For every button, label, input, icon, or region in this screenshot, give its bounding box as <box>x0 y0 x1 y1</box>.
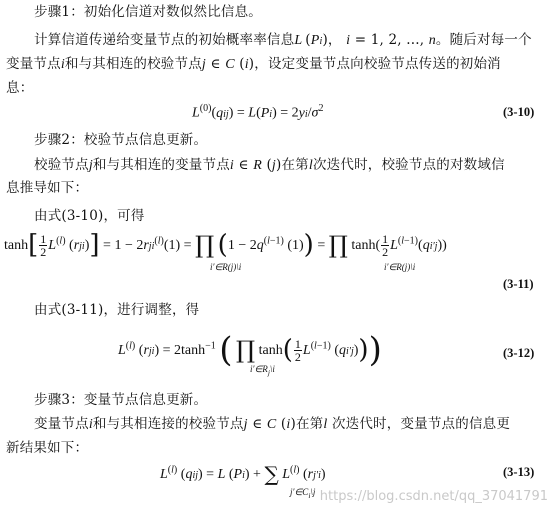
equation-number-3-13: (3-13) <box>503 465 535 479</box>
paragraph-1-line-3: 息： <box>6 80 34 96</box>
equation-number-3-11: (3-11) <box>503 277 534 291</box>
paragraph-3-line-2: 新结果如下： <box>6 440 89 456</box>
step2-heading: 步骤2：校验节点信息更新。 <box>34 132 208 148</box>
watermark: https://blog.csdn.net/qq_37041791 <box>319 489 548 504</box>
step1-heading: 步骤1：初始化信道对数似然比信息。 <box>34 4 262 20</box>
equation-number-3-12: (3-12) <box>503 346 535 360</box>
paragraph-2-line-1: 校验节点j和与其相连的变量节点i ∈ R (j)在第l次迭代时，校验节点的对数域信 <box>34 157 505 173</box>
sum-index: $j'\in C_i\backslash j$ <box>290 487 316 500</box>
paragraph-2-line-2: 息推导如下： <box>6 180 89 196</box>
equation-3-13: $L^{(l)}$ (qij) = L (Pi) + ∑ $L^{(l)}$ (rj′i) <box>160 462 326 486</box>
product-index-3: $i'\in R_j\backslash i$ <box>250 364 275 377</box>
paragraph-1-line-2: 变量节点i和与其相连的校验节点j ∈ C (i)，设定变量节点向校验节点传送的初始消 <box>6 56 501 72</box>
equation-3-10: $L^{(0)}(qij) = L(Pi) = 2yi/\sigma^2$ <box>192 103 324 121</box>
equation-number-3-10: (3-10) <box>503 105 535 119</box>
step3-heading: 步骤3：变量节点信息更新。 <box>34 392 208 408</box>
paragraph-1-line-1: 计算信道传递给变量节点的初始概率率信息L (Pi)， i = 1, 2, ..., n。随后对每一个 <box>34 32 532 48</box>
product-index-1: i′∈R(j)\i <box>210 262 242 272</box>
from-eq-3-11: 由式(3-11)，进行调整，得 <box>34 302 200 318</box>
paragraph-3-line-1: 变量节点i和与其相连接的校验节点j ∈ C (i)在第l 次迭代时，变量节点的信息更 <box>34 416 511 432</box>
equation-3-12: $L^{(l)}$ $(rji) = 2\tanh^{-1}$ ( ∏ tanh( $\frac{1}{2}$ $L^{(l-1)}$ (qi′j))) <box>118 330 382 370</box>
from-eq-3-10: 由式(3-10)，可得 <box>34 208 145 224</box>
product-index-2: i′∈R(j)\i <box>384 262 416 272</box>
equation-3-11: tanh[ $\frac{1}{2}$ $L^{(l)}$ (rji)] = 1 − 2rji$^{(l)}$(1) = ∏ ($1 - 2q^{(l-1)}$ (1)) = ∏ tanh( $\frac{1}{2}$ $L^{(l-1)}(qi'j)$) <box>4 230 447 260</box>
